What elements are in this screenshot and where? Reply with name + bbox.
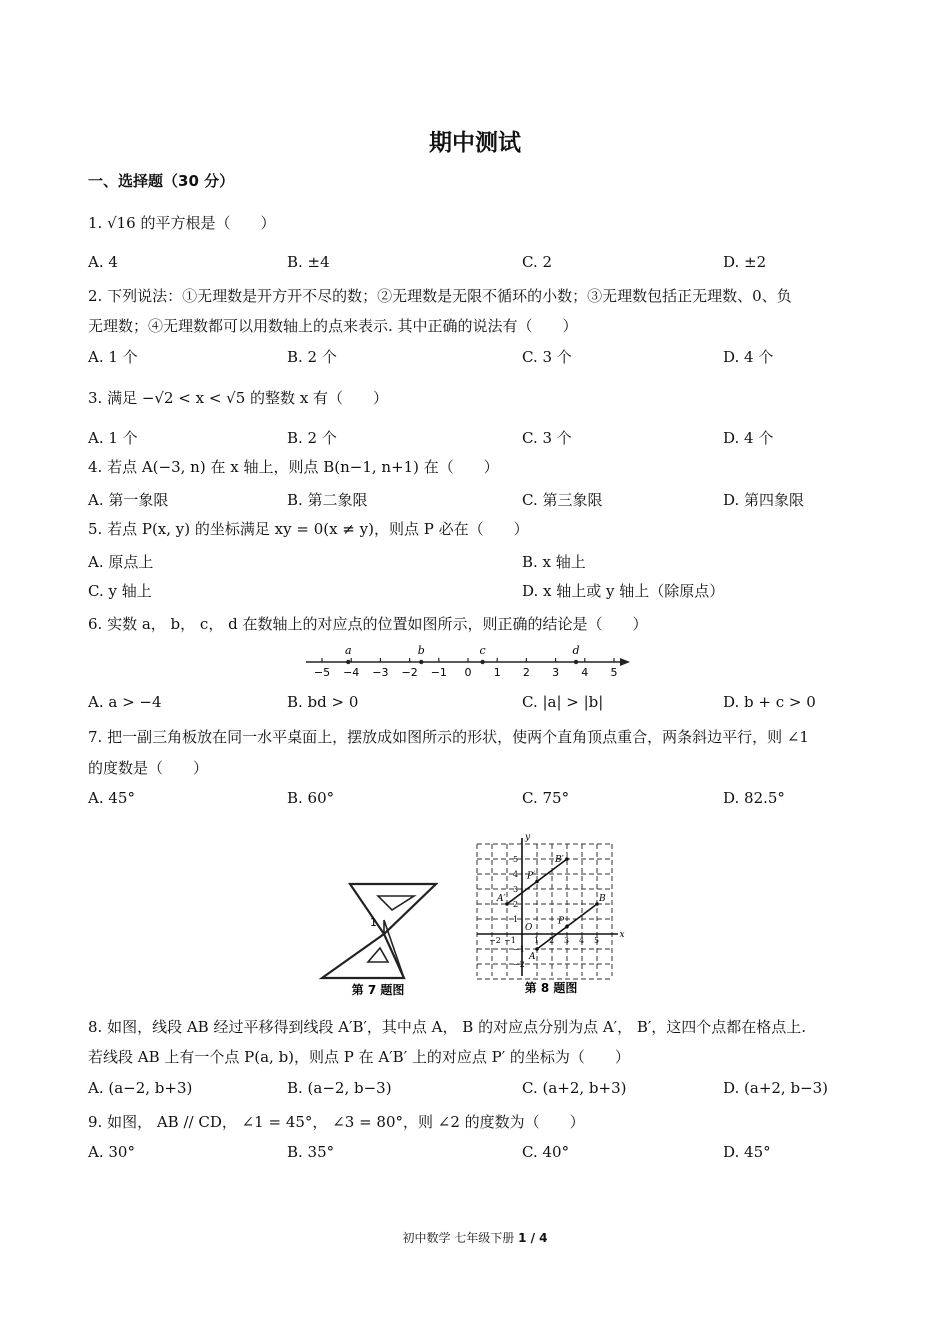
page-number: 1 / 4 [518,1231,548,1245]
question-2-stem-line1: 2. 下列说法：①无理数是开方开不尽的数；②无理数是无限不循环的小数；③无理数包括正无理数、0、负 [88,287,792,305]
number-line-point-b [419,660,423,664]
grid-x-tick-label: −2 [489,936,501,945]
q2-option-b: B. 2 个 [287,348,337,366]
grid-y-tick-label: 3 [513,885,519,894]
section-heading: 一、选择题（30 分） [88,172,235,190]
number-line-ticks [314,658,618,679]
grid-y-tick-label: 4 [513,870,519,879]
question-6-stem: 6. 实数 a， b， c， d 在数轴上的对应点的位置如图所示，则正确的结论是（ ） [88,615,648,633]
number-line-point-c [480,660,484,664]
number-line-tick-label: −3 [372,666,389,679]
q9-option-d: D. 45° [723,1143,771,1161]
number-line-point-d [574,660,578,664]
q6-option-a: A. a > −4 [88,693,162,711]
question-8-stem-line1: 8. 如图，线段 AB 经过平移得到线段 A′B′，其中点 A， B 的对应点分别为点 A′， B′，这四个点都在格点上. [88,1018,807,1036]
figure-7-triangles [318,870,438,1000]
number-line-figure [300,642,640,682]
q7-option-b: B. 60° [287,789,335,807]
q1-option-c: C. 2 [522,253,553,271]
q4-option-a: A. 第一象限 [88,491,169,509]
number-line-tick-label: 5 [610,666,618,679]
q1-option-b: B. ±4 [287,253,330,271]
point-b-prime-label: B′ [555,855,564,865]
point-a [535,947,539,951]
grid-y-tick-label: 5 [513,855,519,864]
q9-option-b: B. 35° [287,1143,335,1161]
grid-x-tick-label: 2 [549,936,555,945]
q4-option-c: C. 第三象限 [522,491,603,509]
q5-option-c: C. y 轴上 [88,582,152,600]
number-line-tick-label: 2 [522,666,530,679]
grid-y-tick-label: −1 [513,945,525,954]
angle-1-label: 1 [370,916,377,929]
point-a-prime [505,902,509,906]
number-line-tick-label: 1 [493,666,501,679]
grid-x-tick-label: 5 [594,936,600,945]
grid-x-tick-label: −1 [504,936,516,945]
number-line-tick-label: −4 [343,666,360,679]
number-line-point-label: a [344,644,352,657]
q3-option-d: D. 4 个 [723,429,774,447]
number-line-tick-label: −1 [430,666,447,679]
page-title: 期中测试 [429,130,521,156]
q9-option-a: A. 30° [88,1143,135,1161]
question-3-stem: 3. 满足 −√2 < x < √5 的整数 x 有（ ） [88,389,389,407]
page-footer [0,1229,950,1246]
question-2-stem-line2: 无理数；④无理数都可以用数轴上的点来表示. 其中正确的说法有（ ） [88,317,578,335]
grid-lines [477,833,625,980]
number-line-tick-label: 4 [581,666,589,679]
question-5-stem: 5. 若点 P(x, y) 的坐标满足 xy = 0(x ≠ y)，则点 P 必在（ ） [88,520,529,538]
point-a-label: A [529,952,536,962]
number-line-tick-label: 3 [552,666,560,679]
q6-option-d: D. b + c > 0 [723,693,816,711]
number-line-point-a [346,660,350,664]
question-4-stem: 4. 若点 A(−3, n) 在 x 轴上，则点 B(n−1, n+1) 在（ ） [88,458,499,476]
q7-option-d: D. 82.5° [723,789,785,807]
y-axis-label: y [525,832,531,843]
point-p-prime-label: P′ [527,871,536,882]
origin-label: O [525,923,533,933]
question-7-stem-line2: 的度数是（ ） [88,759,209,777]
grid-y-tick-label: 1 [513,915,519,924]
figure-8-caption: 第 8 题图 [524,981,578,995]
q4-option-b: B. 第二象限 [287,491,368,509]
upper-triangle-hole [378,896,414,910]
q1-option-d: D. ±2 [723,253,767,271]
point-b-prime [565,857,569,861]
x-axis-label: x [619,930,625,940]
q8-option-a: A. (a−2, b+3) [88,1079,193,1097]
point-a-prime-label: A′ [497,894,506,904]
q4-option-d: D. 第四象限 [723,491,805,509]
number-line-point-label: c [479,644,486,657]
figure-8-grid [476,826,626,1000]
q3-option-c: C. 3 个 [522,429,572,447]
q6-option-c: C. |a| > |b| [522,693,604,711]
q8-option-d: D. (a+2, b−3) [723,1079,829,1097]
number-line-tick-label: −5 [313,666,331,679]
footer-text: 初中数学 七年级下册 [402,1231,519,1245]
q7-option-c: C. 75° [522,789,570,807]
q2-option-d: D. 4 个 [723,348,774,366]
q2-option-c: C. 3 个 [522,348,572,366]
grid-y-tick-label: 2 [513,900,519,909]
number-line-arrow-icon [620,658,630,666]
figure-7-caption: 第 7 题图 [351,983,405,997]
point-p [565,925,569,929]
point-b-label: B [599,894,606,904]
q6-option-b: B. bd > 0 [287,693,359,711]
grid-x-tick-label: 4 [579,936,585,945]
grid-x-tick-label: 3 [564,936,570,945]
q3-option-b: B. 2 个 [287,429,337,447]
point-p-label: P [558,916,565,927]
q5-option-d: D. x 轴上或 y 轴上（除原点） [522,582,725,600]
q8-option-b: B. (a−2, b−3) [287,1079,392,1097]
grid-x-tick-label: 1 [534,936,540,945]
grid-y-tick-label: −2 [513,960,525,969]
q3-option-a: A. 1 个 [88,429,138,447]
q7-option-a: A. 45° [88,789,135,807]
point-p-prime [535,880,539,884]
q5-option-a: A. 原点上 [88,553,154,571]
q2-option-a: A. 1 个 [88,348,138,366]
number-line-point-label: b [417,644,425,657]
q8-option-c: C. (a+2, b+3) [522,1079,627,1097]
lower-triangle-hole [368,948,388,962]
question-7-stem-line1: 7. 把一副三角板放在同一水平桌面上，摆放成如图所示的形状，使两个直角顶点重合，两条斜边平行，则 ∠1 [88,728,809,746]
q5-option-b: B. x 轴上 [522,553,586,571]
q9-option-c: C. 40° [522,1143,570,1161]
question-8-stem-line2: 若线段 AB 上有一个点 P(a, b)，则点 P 在 A′B′ 上的对应点 P′ 的坐标为（ ） [88,1048,630,1066]
number-line-tick-label: 0 [464,666,472,679]
ruler-overlap-edge [384,920,404,978]
number-line-point-label: d [572,644,580,657]
number-line-tick-label: −2 [401,666,418,679]
q1-option-a: A. 4 [88,253,118,271]
question-9-stem: 9. 如图， AB // CD， ∠1 = 45°， ∠3 = 80°，则 ∠2 的度数为（ ） [88,1113,585,1131]
question-1-stem: 1. √16 的平方根是（ ） [88,214,276,232]
